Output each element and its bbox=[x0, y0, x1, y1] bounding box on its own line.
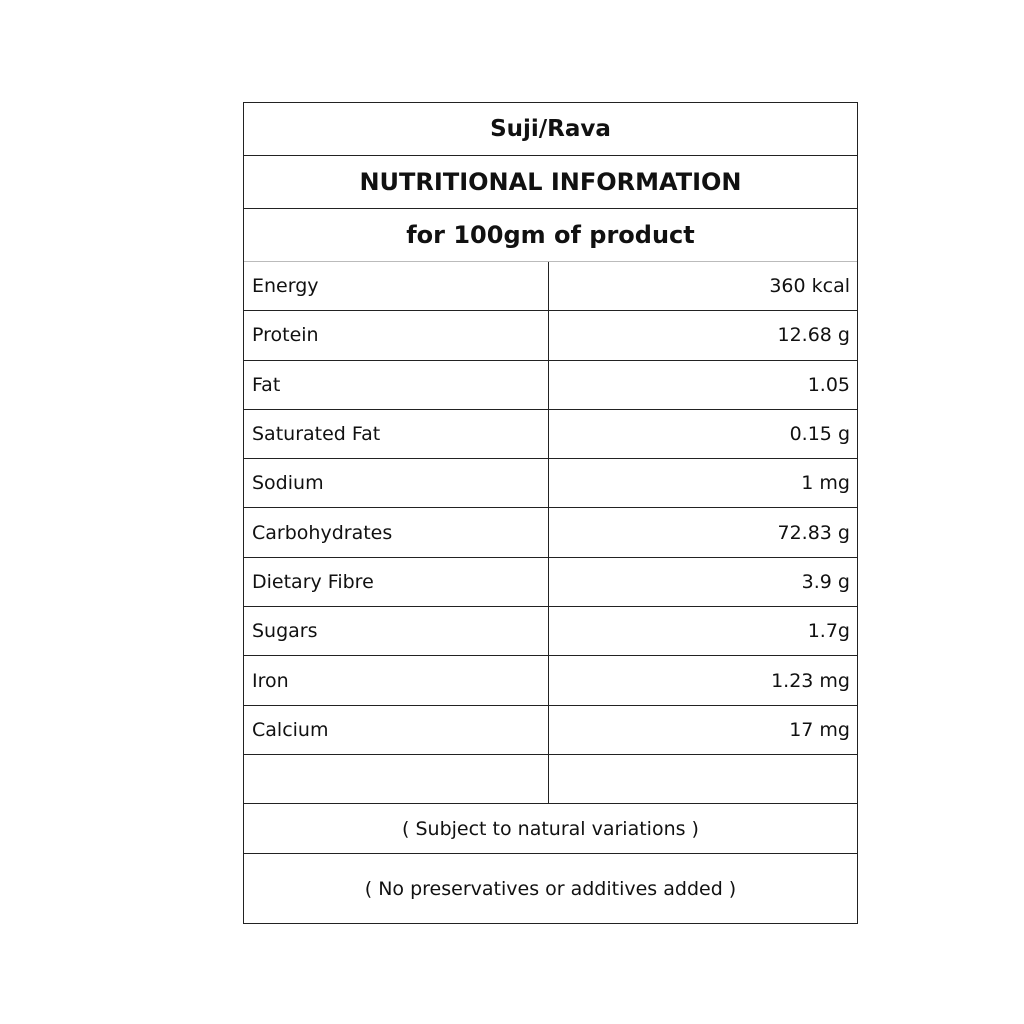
nutrient-name: Sugars bbox=[244, 607, 549, 655]
table-row-empty bbox=[244, 755, 857, 804]
table-row bbox=[244, 410, 857, 459]
nutrient-value: 0.15 g bbox=[789, 423, 850, 446]
table-row bbox=[244, 656, 857, 705]
nutrition-label bbox=[243, 102, 858, 924]
nutrient-table bbox=[244, 262, 857, 804]
variation-note: ( Subject to natural variations ) bbox=[244, 804, 857, 854]
nutrient-value: 3.9 g bbox=[801, 570, 850, 593]
table-row bbox=[244, 311, 857, 360]
table-row bbox=[244, 607, 857, 656]
nutrient-name bbox=[244, 755, 549, 803]
table-row bbox=[244, 558, 857, 607]
table-row bbox=[244, 706, 857, 755]
table-row bbox=[244, 508, 857, 557]
nutrient-value: 72.83 g bbox=[777, 521, 850, 544]
nutrient-name: Sodium bbox=[244, 459, 549, 507]
nutrient-name: Carbohydrates bbox=[244, 508, 549, 556]
nutrient-name: Protein bbox=[244, 311, 549, 359]
nutrient-value: 1.23 mg bbox=[771, 669, 850, 692]
nutrient-value: 1 mg bbox=[801, 472, 850, 495]
nutrient-name: Saturated Fat bbox=[244, 410, 549, 458]
nutrient-value: 360 kcal bbox=[769, 275, 850, 298]
table-row bbox=[244, 459, 857, 508]
nutrient-value: 17 mg bbox=[789, 718, 850, 741]
product-name: Suji/Rava bbox=[244, 103, 857, 156]
nutrient-value bbox=[549, 755, 857, 803]
nutrient-name: Energy bbox=[244, 262, 549, 310]
nutrient-name: Dietary Fibre bbox=[244, 558, 549, 606]
nutrient-value: 1.05 bbox=[807, 373, 850, 396]
nutrient-name: Fat bbox=[244, 361, 549, 409]
nutrient-name: Iron bbox=[244, 656, 549, 704]
nutrient-name: Calcium bbox=[244, 706, 549, 754]
nutrient-value: 12.68 g bbox=[777, 324, 850, 347]
serving-basis: for 100gm of product bbox=[244, 209, 857, 262]
table-row bbox=[244, 262, 857, 311]
preservatives-note: ( No preservatives or additives added ) bbox=[364, 877, 737, 900]
table-row bbox=[244, 361, 857, 410]
nutrition-heading: NUTRITIONAL INFORMATION bbox=[244, 156, 857, 209]
nutrient-value: 1.7g bbox=[807, 620, 850, 643]
